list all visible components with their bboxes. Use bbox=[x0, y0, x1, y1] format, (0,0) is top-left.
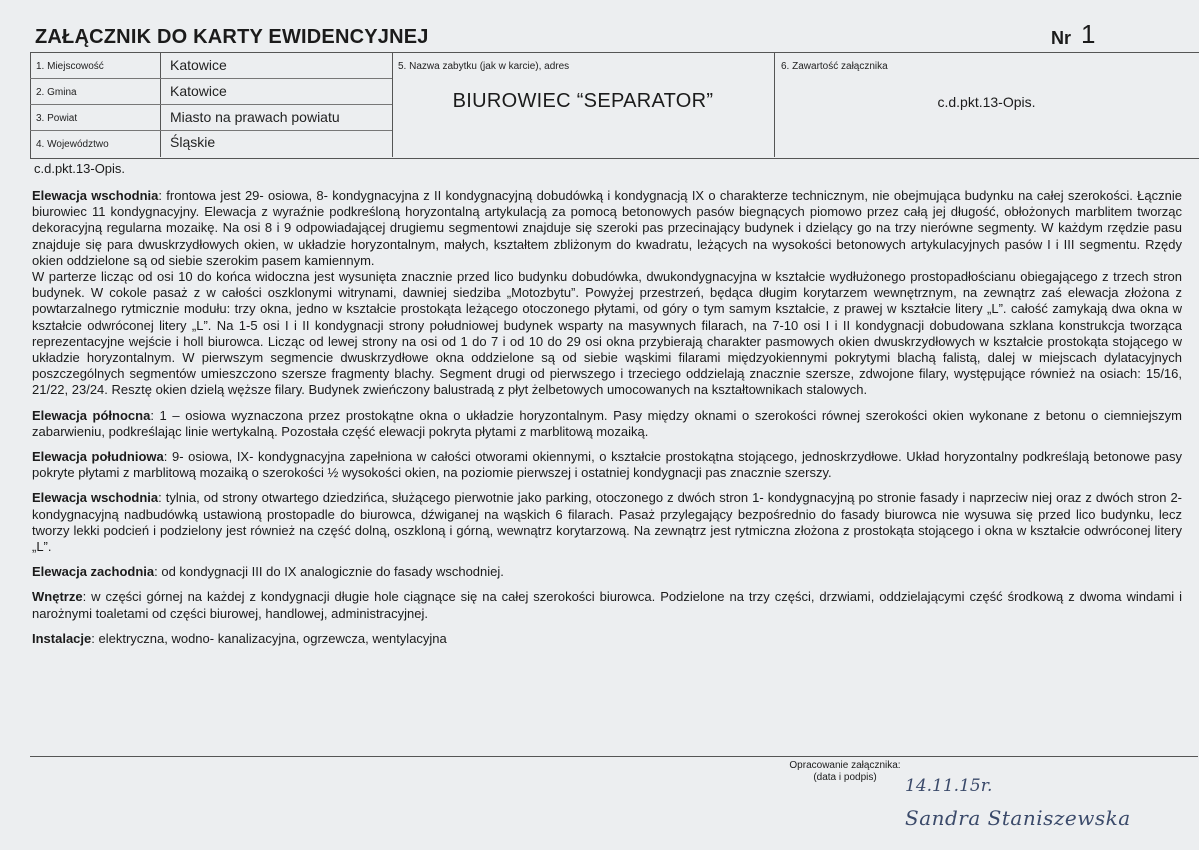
number-value: 1 bbox=[1081, 19, 1096, 49]
prepared-label-line1: Opracowanie załącznika: bbox=[789, 760, 901, 771]
document-title: ZAŁĄCZNIK DO KARTY EWIDENCYJNEJ bbox=[35, 26, 429, 48]
section-text: : tylnia, od strony otwartego dziedzińca, służącego pierwotnie jako parking, otoczonego z dwóch stron 1- kondygnacyjną po stronie fasady i naprzeciw niej oraz z dwóch stron 2- kondygnacyjną nadbudówką ustawioną prostopadle do biurowca, dźwiganej na wąskich 6 filarach. Pasaż przylegający bezpośrednio do fasady biurowca nie wysuwa się przed lico budynku, lecz tworzy lekki podcień i podzielony jest również na część dolną, oszkloną i górną, wewnątrz korytarzową. Na zewnątrz jest rytmiczna złożona z prostokąta stojącego i okna w kształcie odwróconej litery „L”. bbox=[32, 490, 1183, 555]
section-heading: Elewacja wschodnia bbox=[32, 490, 159, 506]
section-text: : 1 – osiowa wyznaczona przez prostokątne okna o układzie horyzontalnym. Pasy między oknami o szerokości równej szerokości okien wykonane z betonu o ciemniejszym zabarwieniu, podkreślając linie wertykalną. Pozostała część elewacji pokryta płytami z marblitową mozaiką. bbox=[32, 407, 1182, 439]
section-north-facade bbox=[32, 408, 1182, 440]
section-installations bbox=[32, 631, 1182, 647]
field-value-voivodeship: Śląskie bbox=[170, 134, 216, 150]
section-heading: Elewacja północna bbox=[32, 407, 151, 423]
section-text: : od kondygnacji III do IX analogicznie do fasady wschodniej. bbox=[154, 564, 504, 580]
description-body bbox=[32, 188, 1182, 647]
row-divider bbox=[30, 104, 392, 105]
section-text: : elektryczna, wodno- kanalizacyjna, ogrzewcza, wentylacyjna bbox=[91, 630, 447, 646]
section-heading: Elewacja wschodnia bbox=[32, 188, 159, 203]
field-label-city: 1. Miejscowość bbox=[36, 61, 104, 72]
monument-name: BIUROWIEC “SEPARATOR” bbox=[452, 90, 714, 112]
section-west-facade bbox=[32, 564, 1182, 580]
field-label-district: 3. Powiat bbox=[36, 113, 78, 124]
section-east-facade-rear bbox=[32, 490, 1182, 555]
field-value-district: Miasto na prawach powiatu bbox=[170, 109, 340, 125]
footer-divider bbox=[30, 756, 1198, 757]
attachment-value: c.d.pkt.13-Opis. bbox=[937, 94, 1036, 110]
handwritten-date: 14.11.15r. bbox=[905, 776, 993, 796]
row-divider bbox=[30, 78, 392, 79]
section-heading: Instalacje bbox=[32, 630, 92, 646]
section-east-facade-continued: W parterze licząc od osi 10 do końca widoczna jest wysunięta znacznie przed lico budynku dobudówka, dwukondygnacyjna w kształcie wydłużonego prostopadłościanu obiegającego z trzech stron budynek. W cokole pasaż z w całości oszklonymi witrynami, dawniej siedziba „Motozbytu”. Powyżej przestrzeń, będąca długim korytarzem wewnętrznym, na zewnątrz zaś elewacja złożona z powtarzalnego rytmicznie modułu: trzy okna, jedno w kształcie prostokąta leżącego otoczonego płytami, od góry o tym samym kształcie, z prawej w kształcie litery „L”. całość zamykają dwa okna w kształcie odwróconej litery „L”. Na 1-5 osi I i II kondygnacji strony południowej budynek wsparty na masywnych filarach, na 7-10 osi I i II kondygnacji dobudowana szklana konstrukcja tworząca reprezentacyjne wejście i holl biurowca. Licząc od lewej strony na osi od 1 do 7 i od 10 do 29 osi okna przybierają charakter pasmowych okien dwuskrzydłowych w kształcie prostokąta stojącego w układzie horyzontalnym. W pierwszym segmencie dwuskrzydłowe okna oddzielone są od siebie wąskimi filarami międzyokiennymi pokrytymi blachą falistą, dalej w miejscach dylatacyjnych poszczególnych segmentów umieszczono szersze fragmenty blachy. Segment drugi od pierwszego i trzeciego oddzielają znacznie szersze, zdwojone filary, występujące również na osiach: 15/16, 21/22, 23/24. Resztę okien dzielą węższe filary. Budynek zwieńczony balustradą z płyt żelbetowych umocowanych na kształtownikach stalowych. bbox=[32, 269, 1182, 398]
row-divider bbox=[30, 130, 392, 131]
section-text: : frontowa jest 29- osiowa, 8- kondygnacyjna z II kondygnacyjną dobudówką i kondygnacją IX o charakterze technicznym, nie obejmująca budynku na całej szerokości. Łącznie biurowiec 11 kondygnacyjny. Elewacja z wyraźnie podkreśloną horyzontalną artykulacją za pomocą betonowych pasów biegnących piomowo przez całą jej długość, obłożonych marblitem tworząc dekoracyjną regularna mozaikę. Na osi 8 i 9 odpowiadającej drugiemu segmentowi znajduje się szeroki pas przecinający budynek i dzielący go na trzy nierówne segmenty. W każdym rzędzie pasu znajduje się para dwuskrzydłowych okien, w układzie horyzontalnym, małych, kształtem zbliżonym do kwadratu, leżących na wysokości betonowych artykulacyjnych pasów I i III segmentu. Rzędy okien oddzielone są od siebie szerokim pasem kamiennym. bbox=[32, 188, 1182, 268]
section-text: : w części górnej na każdej z kondygnacji długie hole ciągnące się na całej szerokości biurowca. Podzielone na trzy części, drzwiami, oddzielającymi część środkową z dwoma windami i narożnymi toaletami od części biurowej, handlowej, administracyjnej. bbox=[32, 589, 1182, 621]
prepared-by-label bbox=[770, 760, 920, 784]
field-value-city: Katowice bbox=[170, 57, 227, 73]
section-south-facade bbox=[32, 449, 1182, 481]
section-heading: Elewacja zachodnia bbox=[32, 564, 155, 580]
monument-label: 5. Nazwa zabytku (jak w karcie), adres bbox=[398, 61, 570, 72]
section-east-facade bbox=[32, 188, 1182, 269]
field-label-voivodeship: 4. Województwo bbox=[36, 139, 109, 150]
number-label: Nr bbox=[1051, 28, 1072, 48]
field-label-commune: 2. Gmina bbox=[36, 87, 77, 98]
prepared-label-line2: (data i podpis) bbox=[813, 772, 877, 783]
section-heading: Wnętrze bbox=[32, 589, 83, 605]
section-text: : 9- osiowa, IX- kondygnacyjna zapełniona w całości otworami okiennymi, o kształcie prostokątna stojącego, jednoskrzydłowe. Układ horyzontalny podkreślają betonowe pasy pokryte płytami z marblitową mozaiką o szerokości ½ wysokości okien, na poziomie pierwszej i ostatniej kondygnacji pas znacznie szerszy. bbox=[32, 449, 1183, 481]
section-interior bbox=[32, 589, 1182, 621]
continuation-heading: c.d.pkt.13-Opis. bbox=[34, 161, 126, 176]
field-value-commune: Katowice bbox=[170, 83, 227, 99]
section-heading: Elewacja południowa bbox=[32, 449, 164, 465]
handwritten-signature: Sandra Staniszewska bbox=[905, 806, 1131, 830]
attachment-label: 6. Zawartość załącznika bbox=[781, 61, 888, 72]
